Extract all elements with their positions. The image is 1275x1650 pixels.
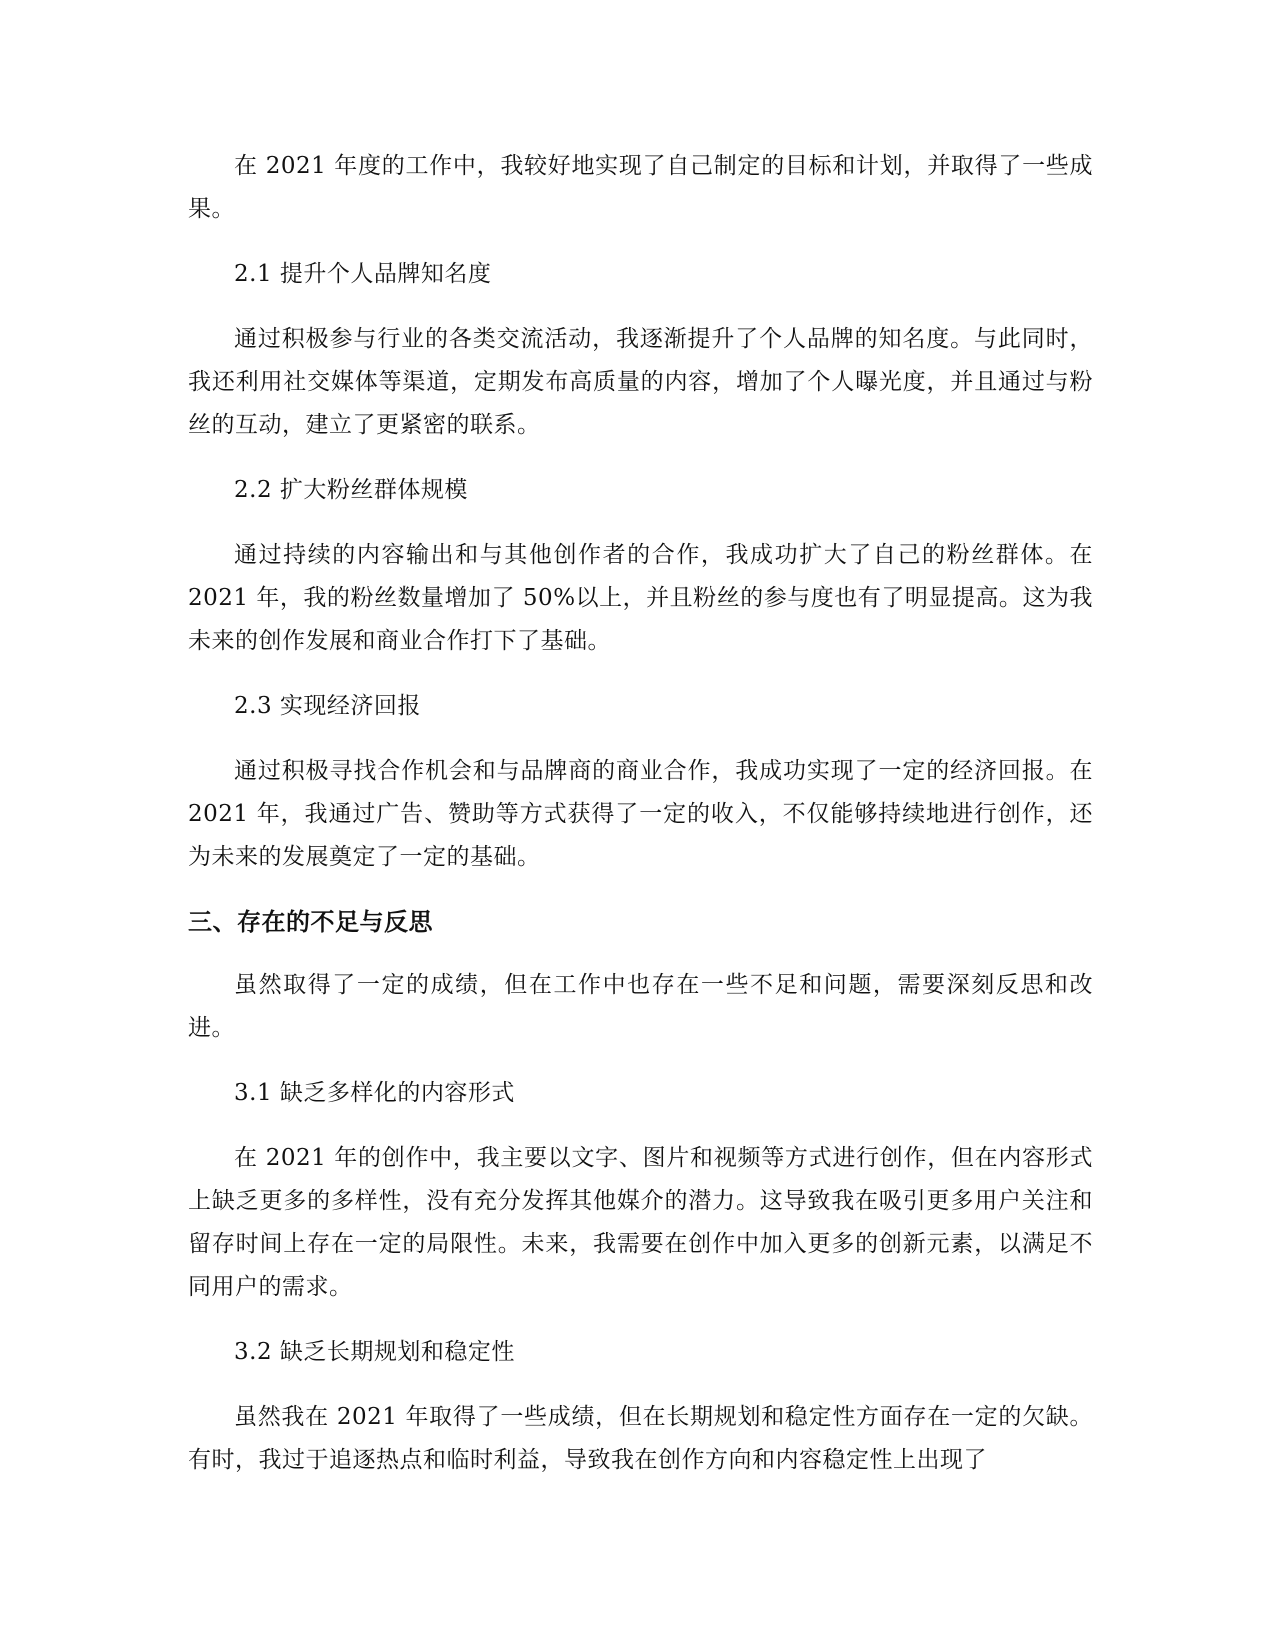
- subheading-2-2: 2.2 扩大粉丝群体规模: [234, 477, 468, 503]
- subheading-3-2: 3.2 缺乏长期规划和稳定性: [234, 1339, 515, 1365]
- paragraph-2-3: 通过积极寻找合作机会和与品牌商的商业合作，我成功实现了一定的经济回报。在 2021 年，我通过广告、赞助等方式获得了一定的收入，不仅能够持续地进行创作，还为未来的发展奠定了一定的基础。: [188, 758, 1093, 870]
- paragraph-2-2: 通过持续的内容输出和与其他创作者的合作，我成功扩大了自己的粉丝群体。在 2021 年，我的粉丝数量增加了 50%以上，并且粉丝的参与度也有了明显提高。这为我未来的创作发展和商业合作打下了基础。: [188, 542, 1093, 654]
- subheading-3-1: 3.1 缺乏多样化的内容形式: [234, 1080, 515, 1106]
- section-heading-3: 三、存在的不足与反思: [188, 908, 433, 936]
- subheading-2-3: 2.3 实现经济回报: [234, 693, 421, 719]
- paragraph-3-intro: 虽然取得了一定的成绩，但在工作中也存在一些不足和问题，需要深刻反思和改进。: [188, 972, 1093, 1041]
- paragraph-intro-achievements: 在 2021 年度的工作中，我较好地实现了自己制定的目标和计划，并取得了一些成果。: [188, 153, 1093, 222]
- subheading-2-1: 2.1 提升个人品牌知名度: [234, 261, 492, 287]
- paragraph-2-1: 通过积极参与行业的各类交流活动，我逐渐提升了个人品牌的知名度。与此同时，我还利用社交媒体等渠道，定期发布高质量的内容，增加了个人曝光度，并且通过与粉丝的互动，建立了更紧密的联系。: [188, 326, 1093, 438]
- paragraph-3-1: 在 2021 年的创作中，我主要以文字、图片和视频等方式进行创作，但在内容形式上缺乏更多的多样性，没有充分发挥其他媒介的潜力。这导致我在吸引更多用户关注和留存时间上存在一定的局限性。未来，我需要在创作中加入更多的创新元素，以满足不同用户的需求。: [188, 1145, 1093, 1300]
- paragraph-3-2: 虽然我在 2021 年取得了一些成绩，但在长期规划和稳定性方面存在一定的欠缺。有时，我过于追逐热点和临时利益，导致我在创作方向和内容稳定性上出现了: [188, 1404, 1093, 1473]
- document-body: [188, 145, 1093, 1504]
